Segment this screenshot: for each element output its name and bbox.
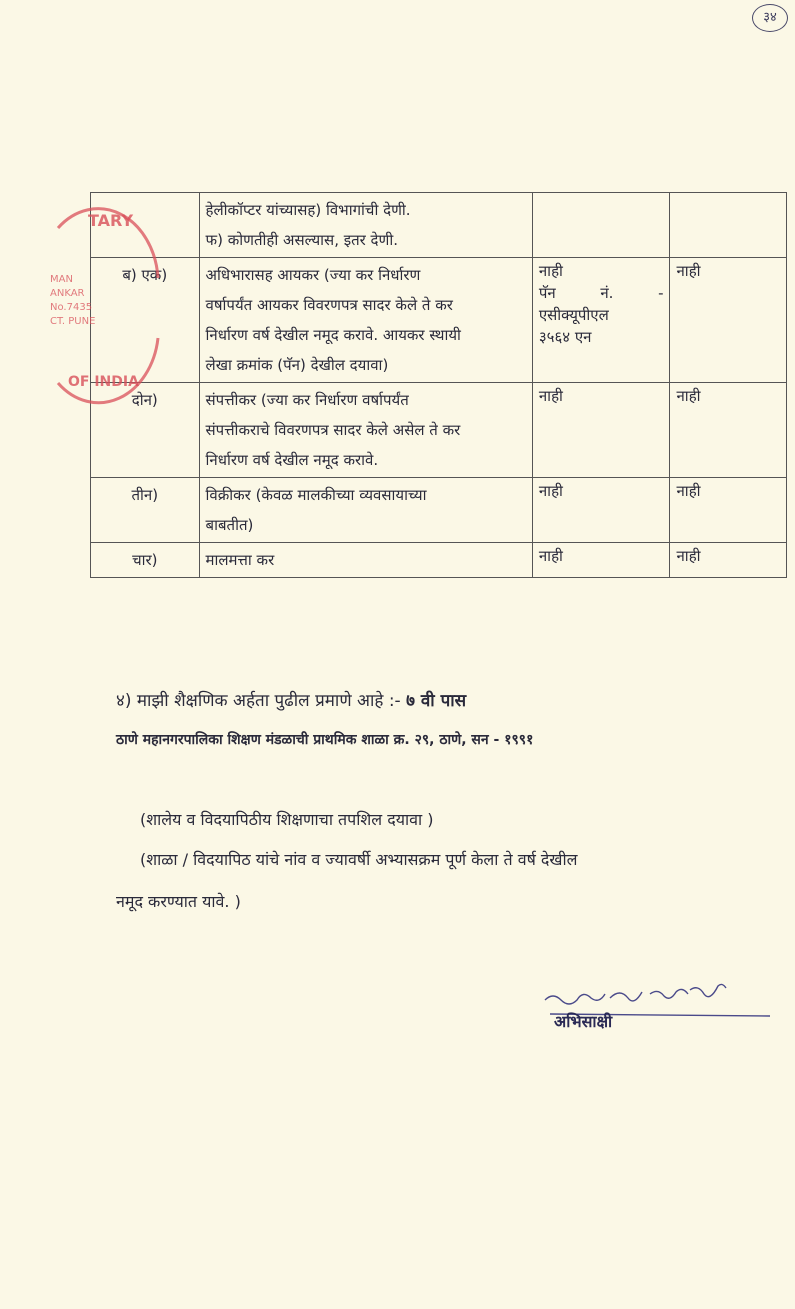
row-description	[199, 543, 532, 578]
text-line: लेखा क्रमांक (पॅन) देखील दयावा)	[205, 356, 389, 374]
pan-value-2: ३५६४ एन	[538, 328, 592, 346]
value-text: नाही	[538, 262, 563, 280]
svg-text:No.7435: No.7435	[50, 302, 93, 313]
row-value-2: नाही	[670, 258, 787, 383]
row-value-1: नाही	[532, 478, 670, 543]
page-number: ३४	[752, 4, 788, 32]
text-line: फ) कोणतीही असल्यास, इतर देणी.	[205, 231, 399, 249]
table-row	[91, 543, 787, 578]
table-row	[91, 478, 787, 543]
education-value: ७ वी पास	[406, 691, 467, 711]
svg-text:MAN: MAN	[50, 274, 73, 285]
pan-no-word: नं.	[600, 284, 614, 302]
pan-label	[539, 282, 664, 304]
table-row	[91, 193, 787, 258]
text-line: वर्षापर्यंत आयकर विवरणपत्र सादर केले ते कर	[205, 296, 453, 314]
row-label: दोन)	[91, 383, 200, 478]
note-line-3: नमूद करण्यात यावे. )	[116, 892, 241, 911]
row-description	[199, 383, 532, 478]
row-value-2: नाही	[670, 543, 787, 578]
text-line: विक्रीकर (केवळ मालकीच्या व्यवसायाच्या	[205, 486, 427, 504]
note-line-1: (शालेय व विदयापिठीय शिक्षणाचा तपशिल दयावा )	[140, 810, 434, 829]
svg-text:OF INDIA: OF INDIA	[68, 374, 139, 390]
row-description	[199, 258, 532, 383]
svg-text:TARY: TARY	[88, 211, 134, 230]
row-label: ब) एक)	[91, 258, 200, 383]
svg-text:ANKAR: ANKAR	[50, 288, 85, 299]
row-value-2: नाही	[670, 383, 787, 478]
education-school: ठाणे महानगरपालिका शिक्षण मंडळाची प्राथमिक शाळा क्र. २९, ठाणे, सन - १९९१	[116, 732, 534, 748]
row-description	[199, 193, 532, 258]
text-line: संपत्तीकर (ज्या कर निर्धारण वर्षापर्यंत	[205, 391, 409, 409]
text-line: हेलीकॉप्टर यांच्यासह) विभागांची देणी.	[205, 201, 411, 219]
row-description	[199, 478, 532, 543]
row-value-1: नाही	[532, 383, 670, 478]
text-line: संपत्तीकराचे विवरणपत्र सादर केले असेल ते कर	[205, 421, 461, 439]
text-line: मालमत्ता कर	[205, 551, 275, 569]
row-label: तीन)	[91, 478, 200, 543]
row-value-2	[670, 193, 787, 258]
table-row	[91, 383, 787, 478]
note-line-2: (शाळा / विदयापिठ यांचे नांव व ज्यावर्षी अभ्यासक्रम पूर्ण केला ते वर्ष देखील	[140, 850, 578, 869]
row-value-1	[532, 258, 670, 383]
row-label	[91, 193, 200, 258]
education-prefix: ४) माझी शैक्षणिक अर्हता पुढील प्रमाणे आहे :-	[116, 691, 407, 711]
declaration-table	[90, 192, 787, 578]
text-line: निर्धारण वर्ष देखील नमूद करावे.	[205, 451, 379, 469]
pan-value: एसीक्यूपीएल	[538, 306, 609, 324]
text-line: निर्धारण वर्ष देखील नमूद करावे. आयकर स्थायी	[205, 326, 461, 344]
signature-label: अभिसाक्षी	[554, 1012, 613, 1031]
pan-word: पॅन	[538, 284, 556, 302]
row-value-1: नाही	[532, 543, 670, 578]
table-row	[91, 258, 787, 383]
text-line: अधिभारासह आयकर (ज्या कर निर्धारण	[205, 266, 421, 284]
text-line: बाबतीत)	[205, 516, 254, 534]
row-label: चार)	[91, 543, 200, 578]
education-heading	[116, 688, 466, 711]
row-value-1	[532, 193, 670, 258]
row-value-2: नाही	[670, 478, 787, 543]
svg-text:CT. PUNE: CT. PUNE	[50, 316, 96, 327]
pan-dash: -	[658, 284, 664, 302]
